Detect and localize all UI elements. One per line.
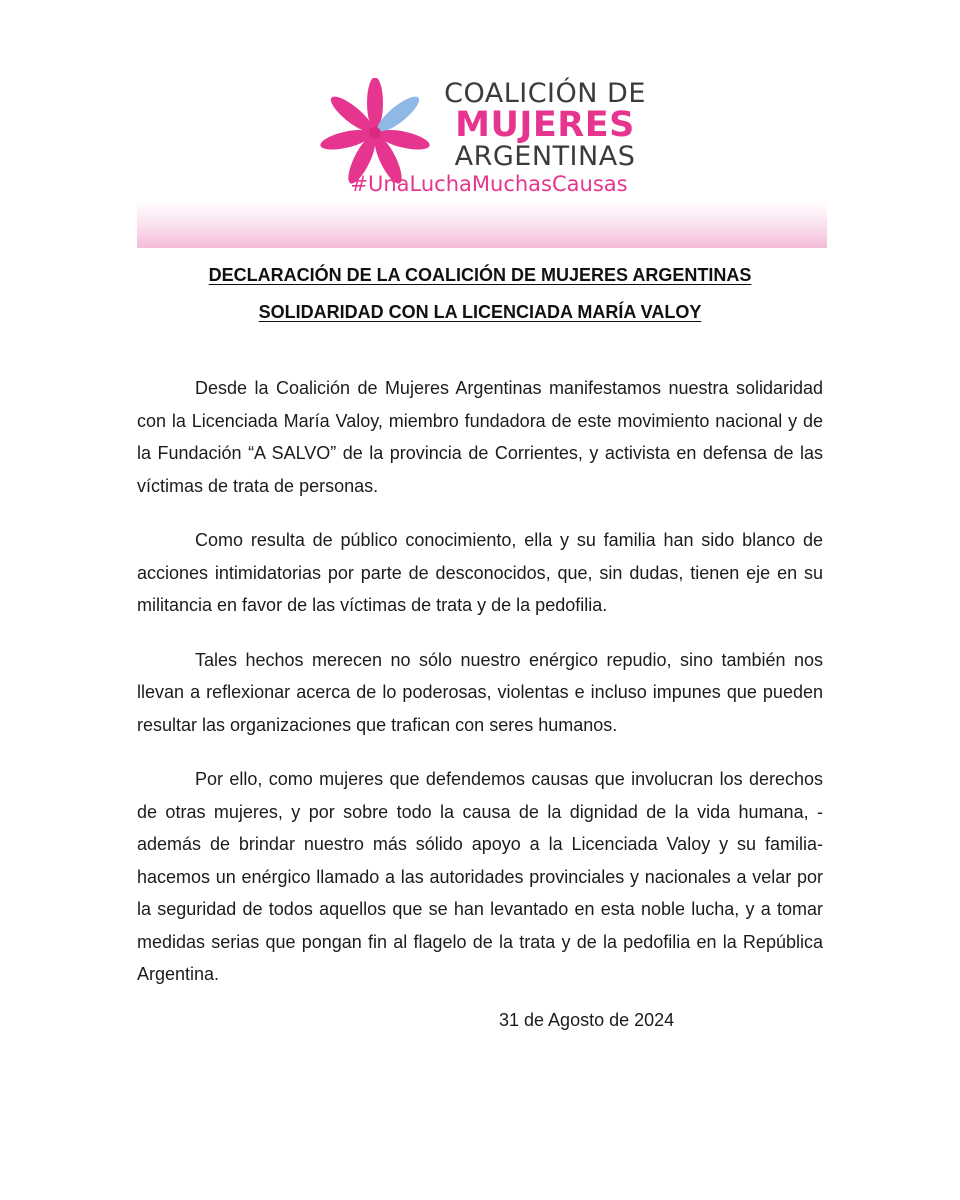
logo-wordmark (435, 80, 655, 170)
paragraph-1: Desde la Coalición de Mujeres Argentinas manifestamos nuestra solidaridad con la Licenciada María Valoy, miembro fundadora de este movimiento nacional y de la Fundación “A SALVO” de la provincia de Corrientes, y activista en defensa de las víctimas de trata de personas. (137, 378, 823, 496)
logo-line-coalicion: COALICIÓN DE (444, 78, 646, 109)
letterhead (137, 60, 827, 248)
document-title: DECLARACIÓN DE LA COALICIÓN DE MUJERES ARGENTINAS (208, 265, 752, 285)
document-body (137, 372, 823, 1013)
paragraph-3: Tales hechos merecen no sólo nuestro enérgico repudio, sino también nos llevan a reflexionar acerca de lo poderosas, violentas e incluso impunes que pueden resultar las organizaciones que trafican con seres humanos. (137, 649, 823, 735)
logo-line-mujeres: MUJERES (455, 105, 635, 145)
logo-hashtag: #UnaLuchaMuchasCausas (350, 172, 628, 196)
document-subtitle: SOLIDARIDAD CON LA LICENCIADA MARÍA VALOY (258, 302, 702, 322)
paragraph-2: Como resulta de público conocimiento, ella y su familia han sido blanco de acciones intimidatorias por parte de desconocidos, que, sin dudas, tienen eje en su militancia en favor de las víctimas de trata y de la pedofilia. (137, 530, 823, 615)
paragraph-4: Por ello, como mujeres que defendemos causas que involucran los derechos de otras mujeres, y por sobre todo la causa de la dignidad de la vida humana, -además de brindar nuestro más sólido apoyo a la Licenciada Valoy y su familia- hacemos un enérgico llamado a las autoridades provinciales y nacionales a velar por la seguridad de todos aquellos que se han levantado en esta noble lucha, y a tomar medidas serias que pongan fin al flagelo de la trata y de la pedofilia en la República Argentina. (137, 769, 823, 984)
logo-line-argentinas: ARGENTINAS (454, 141, 636, 172)
header-gradient-band (137, 200, 827, 248)
document-date: 31 de Agosto de 2024 (499, 1010, 675, 1030)
